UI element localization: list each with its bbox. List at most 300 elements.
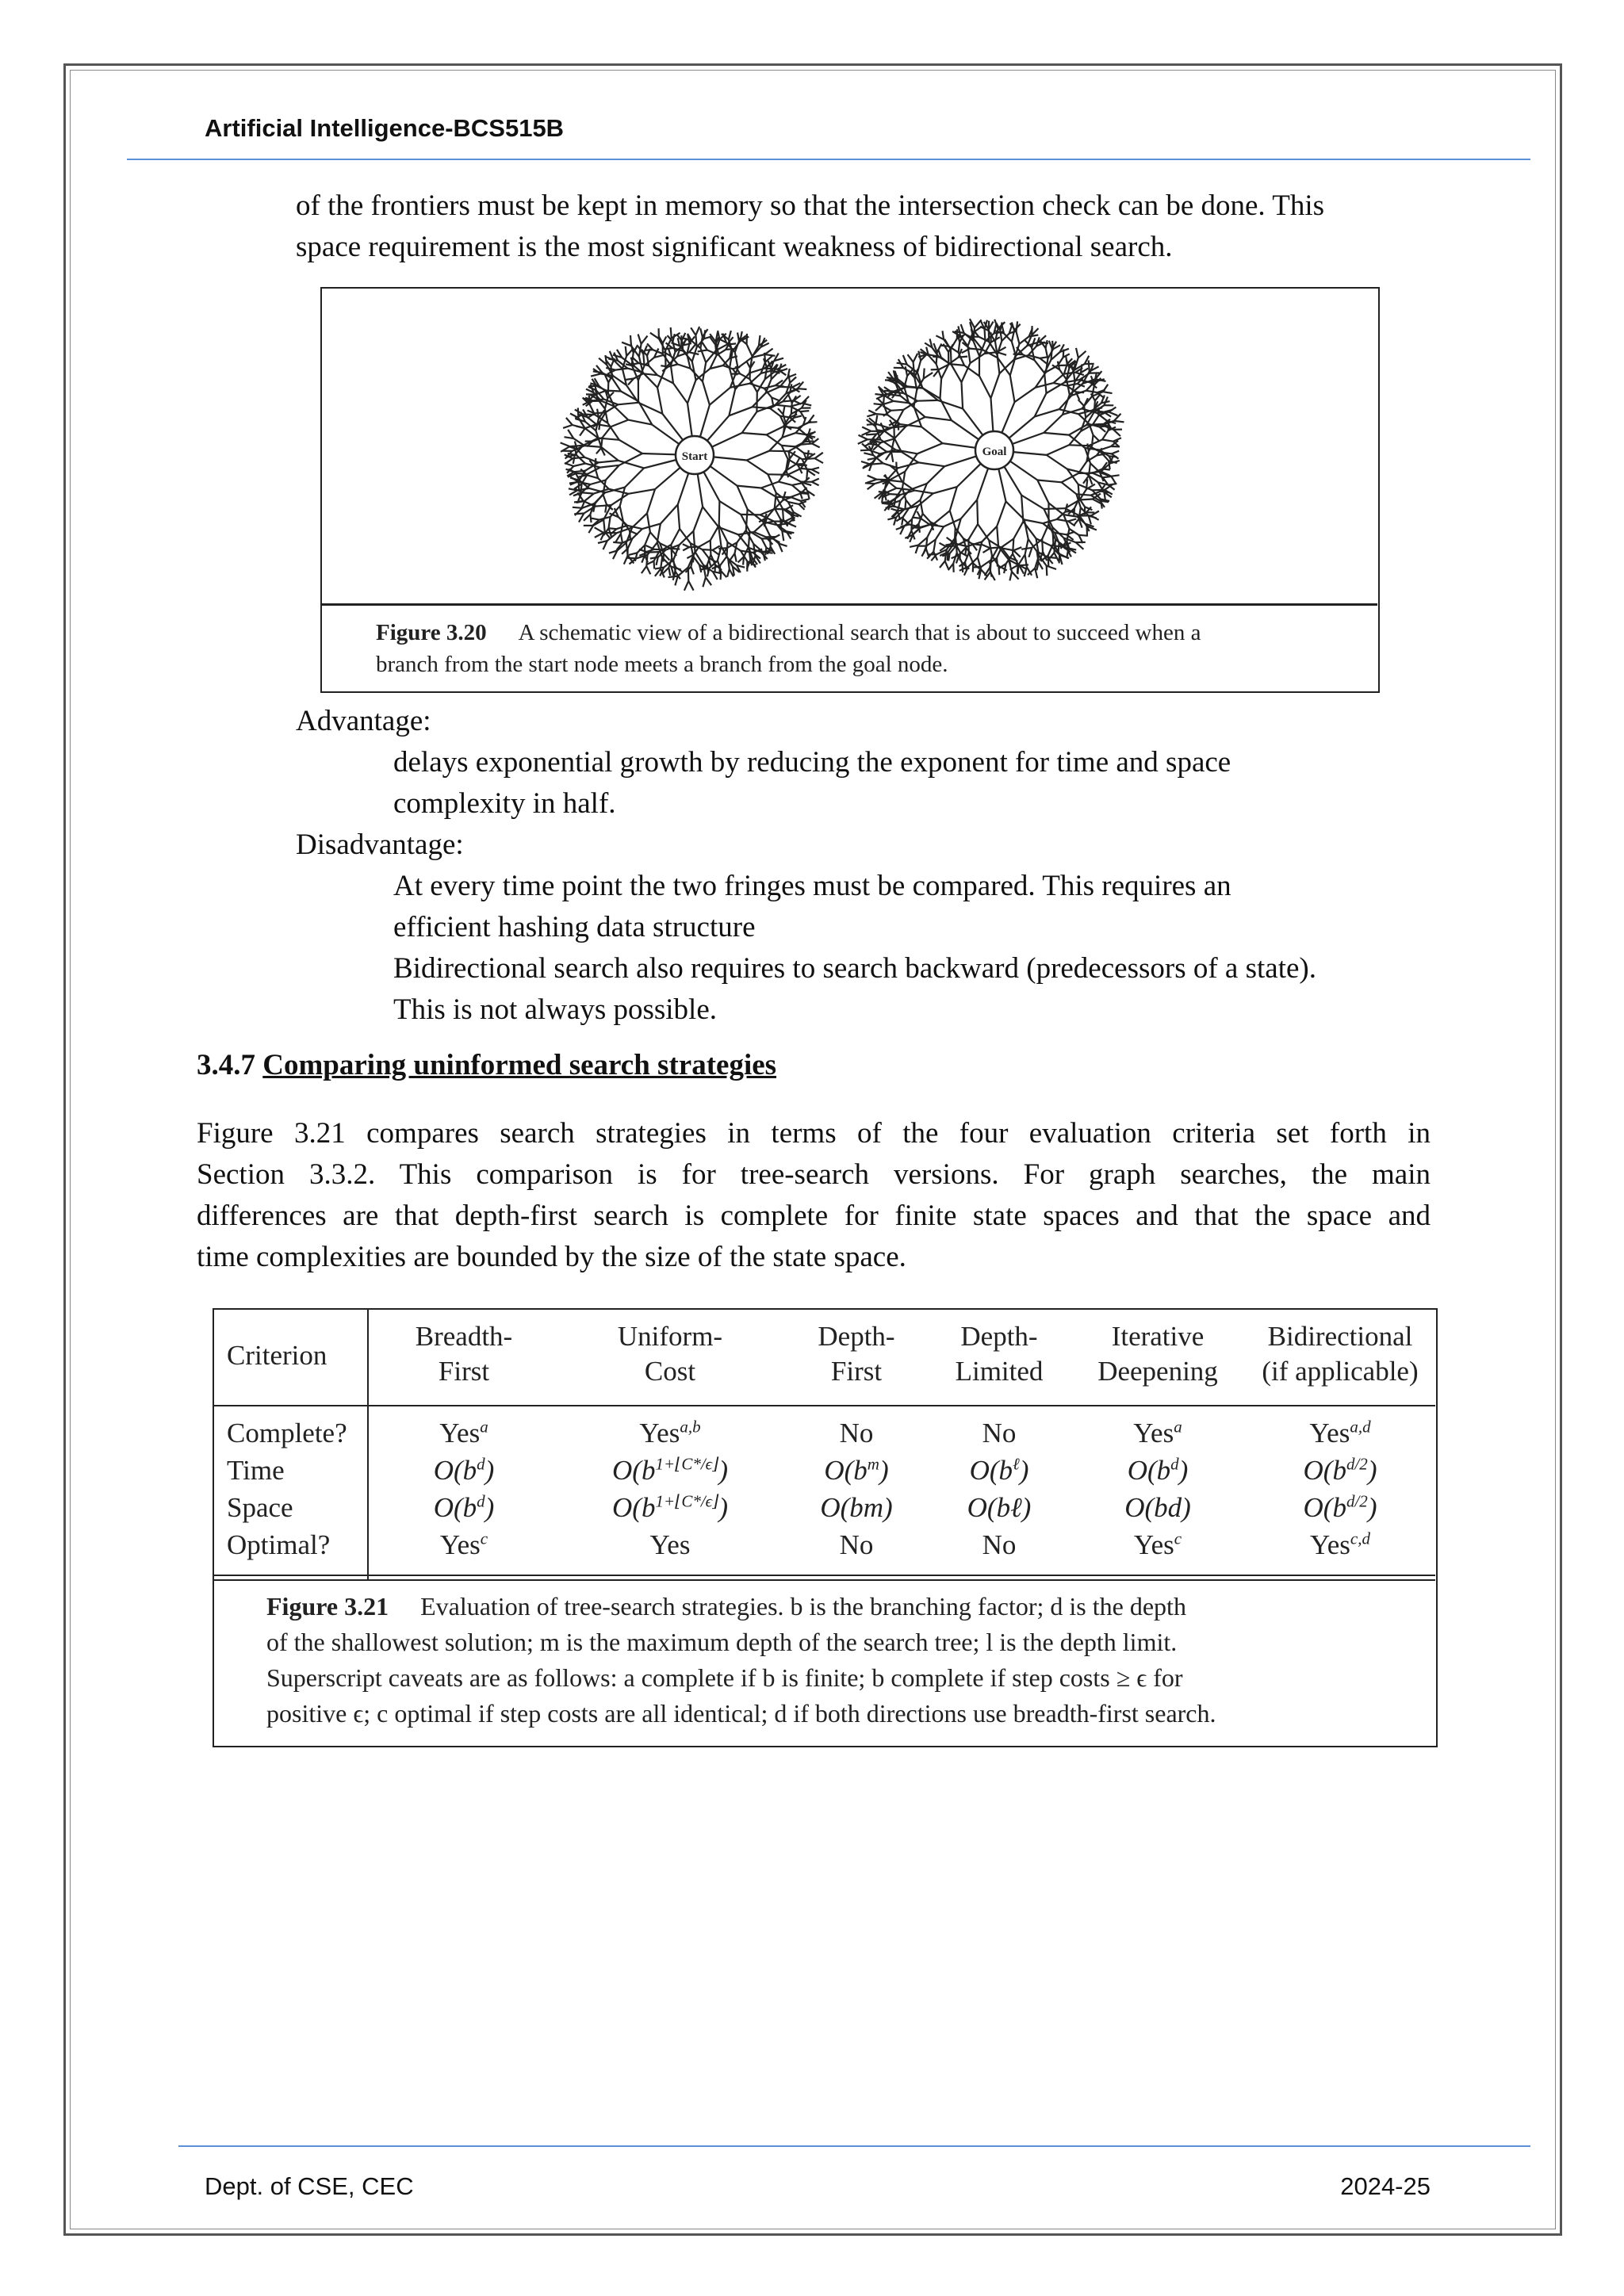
tree-branch (805, 441, 814, 442)
tree-branch (698, 474, 703, 507)
col-header-depth-limited: Depth- Limited (955, 1321, 1044, 1387)
tree-branch (875, 404, 883, 411)
tree-branch (565, 463, 574, 466)
disadvantage-line-3: Bidirectional search also requires to search backward (predecessors of a state). (393, 952, 1316, 985)
tree-branch (603, 520, 605, 532)
tree-branch (596, 495, 603, 503)
tree-branch (1080, 499, 1093, 500)
start-node-label: Start (681, 450, 708, 463)
tree-branch (897, 363, 907, 365)
col-iterative-deepening: Yes$^a$ $O(b^d)$ O(bd) Yes$^c$ (1124, 1417, 1191, 1560)
tree-branch (788, 475, 802, 482)
tree-branch (791, 493, 801, 497)
figure-3-21-caption (266, 1589, 1392, 1732)
tree-branch (703, 549, 713, 550)
tree-branch (796, 457, 800, 465)
tree-branch (1089, 360, 1090, 371)
tree-branch (1076, 348, 1078, 358)
tree-branch (1068, 519, 1076, 522)
tree-branch (902, 472, 905, 488)
tree-branch (782, 446, 788, 459)
tree-branch (990, 556, 992, 568)
figure-3-20-label: Figure 3.20 (376, 620, 487, 645)
tree-branch (621, 534, 622, 542)
tree-branch (1078, 400, 1085, 406)
tree-branch (1013, 547, 1021, 550)
tree-branch (657, 388, 662, 414)
tree-branch (914, 354, 918, 362)
tree-branch (867, 480, 877, 483)
tree-branch (584, 515, 590, 521)
tree-branch (1092, 435, 1093, 444)
tree-branch (1010, 356, 1016, 376)
tree-branch (764, 349, 772, 354)
tree-branch (869, 450, 880, 454)
tree-branch (1002, 539, 1013, 548)
tree-branch (719, 501, 741, 515)
tree-branch (678, 365, 691, 369)
tree-branch (815, 453, 823, 458)
row-label-complete: Complete? (227, 1418, 347, 1448)
tree-branch (688, 380, 696, 403)
tree-branch (934, 511, 950, 523)
tree-branch (789, 396, 792, 404)
tree-branch (906, 417, 925, 427)
tree-branch (647, 489, 655, 513)
figure-3-20-divider (322, 603, 1377, 606)
advantage-label: Advantage: (296, 705, 431, 737)
tree-branch (694, 507, 703, 531)
tree-branch (1021, 496, 1044, 510)
tree-branch (791, 403, 792, 414)
tree-branch (1047, 455, 1067, 469)
tree-branch (703, 549, 709, 557)
tree-branch (997, 501, 1005, 526)
tree-branch (569, 482, 579, 484)
figure-3-20 (320, 287, 1380, 693)
tree-branch (961, 499, 978, 519)
tree-branch (1093, 415, 1099, 424)
tree-branch (619, 440, 642, 453)
tree-branch (1013, 354, 1023, 355)
tree-branch (1044, 508, 1066, 509)
tree-branch (684, 581, 688, 591)
tree-branch (1055, 533, 1067, 534)
tree-branch (691, 557, 693, 567)
row-label-space: Space (227, 1492, 293, 1523)
tree-branch (703, 507, 718, 527)
tree-branch (579, 514, 584, 522)
tree-branch (812, 479, 819, 482)
tree-branch (580, 428, 585, 435)
tree-branch (678, 505, 680, 530)
tree-branch (622, 342, 631, 346)
col-header-uniform-cost: Uniform- Cost (617, 1321, 723, 1387)
tree-branch (727, 542, 728, 557)
tree-branch (587, 475, 598, 478)
tree-branch (979, 376, 991, 398)
tree-branch (983, 548, 990, 553)
tree-branch (609, 517, 611, 528)
tree-branch (698, 350, 707, 352)
tree-branch (951, 349, 952, 365)
tree-branch (618, 403, 638, 405)
tree-branch (1025, 520, 1043, 524)
tree-branch (595, 527, 604, 533)
tree-branch (606, 465, 619, 480)
disadvantage-line-4: This is not always possible. (393, 993, 718, 1026)
tree-branch (650, 333, 659, 339)
tree-branch (804, 453, 813, 454)
tree-branch (613, 542, 622, 543)
tree-branch (1109, 408, 1116, 412)
tree-branch (782, 446, 795, 447)
tree-branch (905, 500, 906, 511)
tree-branch (615, 407, 629, 420)
tree-branch (678, 473, 689, 505)
row-labels (227, 1414, 347, 1563)
tree-branch (713, 550, 719, 555)
tree-branch (991, 398, 994, 431)
tree-branch (735, 352, 738, 368)
figure-3-21-caption-line-3: Superscript caveats are as follows: a complete if b is finite; b complete if step costs ≥ ϵ for (266, 1663, 1183, 1692)
tree-branch (574, 471, 585, 473)
tree-branch (764, 385, 776, 388)
tree-branch (1114, 421, 1124, 423)
tree-branch (626, 385, 638, 403)
tree-branch (998, 566, 999, 575)
tree-branch (671, 545, 672, 558)
tree-branch (1010, 375, 1015, 402)
tree-branch (753, 393, 766, 408)
tree-branch (1034, 360, 1044, 373)
tree-branch (791, 497, 801, 501)
tree-branch (655, 468, 680, 489)
tree-branch (764, 354, 775, 356)
tree-branch (742, 411, 757, 433)
tree-branch (783, 407, 785, 415)
figure-3-21-label: Figure 3.21 (266, 1592, 389, 1621)
tree-branch (950, 511, 956, 528)
tree-branch (719, 501, 720, 525)
tree-branch (957, 464, 981, 487)
tree-branch (703, 577, 706, 587)
tree-branch (1019, 564, 1028, 565)
tree-branch (714, 457, 747, 460)
tree-branch (868, 484, 875, 489)
figure-3-20-caption (376, 617, 1343, 680)
tree-branch (1052, 527, 1053, 543)
tree-branch (707, 415, 730, 441)
tree-branch (1086, 391, 1097, 392)
section-number: 3.4.7 (197, 1049, 255, 1081)
tree-branch (645, 532, 650, 545)
tree-branch (812, 444, 820, 448)
tree-branch (754, 523, 764, 532)
col-header-breadth-first: Breadth- First (415, 1321, 513, 1387)
tree-branch (671, 365, 673, 384)
tree-branch (933, 357, 941, 358)
tree-branch (1078, 484, 1079, 499)
tree-branch (675, 576, 677, 586)
tree-branch (721, 571, 726, 577)
tree-branch (940, 561, 945, 568)
tree-branch (611, 420, 629, 427)
col-header-iterative-deepening: Iterative Deepening (1097, 1321, 1218, 1387)
tree-branch (883, 406, 891, 411)
tree-branch (657, 557, 658, 565)
tree-branch (1089, 440, 1102, 446)
tree-branch (729, 389, 735, 415)
tree-branch (1047, 445, 1070, 455)
tree-branch (786, 470, 788, 478)
tree-branch (788, 469, 802, 475)
tree-branch (629, 489, 656, 494)
disadvantage-line-2: efficient hashing data structure (393, 911, 756, 943)
tree-branch (689, 345, 695, 353)
section-para-line-1: Figure 3.21 compares search strategies in terms of the four evaluation criteria set forth in (197, 1117, 1431, 1150)
tree-branch (906, 500, 912, 508)
tree-branch (917, 400, 938, 401)
tree-branch (1065, 503, 1067, 511)
tree-branch (1025, 539, 1028, 554)
tree-branch (924, 369, 925, 379)
tree-branch (998, 469, 1005, 501)
tree-branch (625, 468, 644, 487)
tree-branch (891, 410, 904, 411)
tree-branch (1009, 417, 1034, 438)
figure-3-20-caption-line-1: A schematic view of a bidirectional search that is about to succeed when a (518, 620, 1201, 645)
tree-branch (596, 386, 606, 391)
tree-branch (990, 568, 991, 577)
tree-branch (710, 525, 719, 540)
tree-branch (977, 469, 988, 500)
figure-3-21-caption-line-4: positive ϵ; c optimal if step costs are all identical; d if both directions use breadth-first search. (266, 1699, 1216, 1728)
tree-branch (1094, 400, 1095, 411)
tree-branch (712, 433, 742, 447)
tree-branch (798, 381, 803, 388)
tree-branch (801, 493, 809, 494)
tree-branch (750, 368, 751, 379)
section-title: Comparing uninformed search strategies (262, 1049, 777, 1081)
tree-branch (642, 566, 646, 573)
tree-branch (607, 391, 621, 392)
tree-branch (720, 557, 726, 565)
tree-branch (1094, 435, 1100, 442)
figure-3-21-caption-line-1: Evaluation of tree-search strategies. b is the branching factor; d is the depth (420, 1592, 1186, 1621)
tree-branch (761, 482, 779, 488)
tree-branch (1009, 572, 1012, 580)
tree-branch (576, 473, 588, 474)
tree-branch (628, 420, 652, 425)
tree-branch (898, 410, 903, 421)
tree-branch (860, 450, 869, 451)
tree-branch (962, 382, 963, 408)
tree-branch (673, 383, 688, 403)
tree-branch (1103, 392, 1113, 393)
col-header-depth-first: Depth- First (818, 1321, 895, 1387)
tree-branch (573, 507, 582, 508)
tree-branch (647, 513, 650, 532)
tree-branch (997, 526, 998, 547)
tree-branch (662, 414, 683, 440)
tree-branch (703, 381, 710, 405)
tree-branch (1100, 427, 1106, 432)
tree-branch (595, 412, 606, 413)
tree-branch (883, 395, 884, 404)
intro-line-2: space requirement is the most significant weakness of bidirectional search. (296, 231, 1173, 263)
tree-branch (573, 455, 575, 464)
tree-branch (646, 566, 650, 574)
tree-branch (737, 486, 748, 510)
tree-branch (867, 424, 876, 425)
section-para-line-2: Section 3.3.2. This comparison is for tree-search versions. For graph searches, the main (197, 1158, 1431, 1191)
goal-node-label: Goal (982, 446, 1007, 458)
tree-branch (747, 344, 753, 356)
tree-branch (927, 466, 944, 484)
tree-branch (940, 379, 942, 399)
tree-branch (710, 388, 730, 405)
row-label-optimal: Optimal? (227, 1529, 331, 1560)
tree-branch (887, 488, 896, 492)
tree-branch (943, 443, 976, 448)
tree-branch (865, 483, 875, 484)
advantage-line-1: delays exponential growth by reducing the exponent for time and space (393, 746, 1231, 779)
tree-branch (706, 577, 711, 585)
tree-branch (969, 524, 979, 539)
col-bidirectional: Yes$^{a,d}$ $O(b^{d/2})$ $O(b^{d/2})$ Yes$^{c,d}$ (1303, 1417, 1377, 1560)
tree-branch (868, 411, 876, 415)
tree-branch (738, 534, 749, 548)
tree-branch (603, 495, 607, 505)
tree-branch (588, 526, 593, 533)
tree-branch (642, 453, 676, 454)
tree-branch (790, 377, 796, 383)
figure-3-21-caption-line-2: of the shallowest solution; m is the maximum depth of the search tree; l is the depth limit. (266, 1628, 1178, 1656)
tree-branch (688, 581, 693, 591)
tree-branch (922, 388, 938, 400)
tree-branch (691, 327, 695, 335)
tree-branch (959, 353, 965, 365)
tree-branch (727, 569, 730, 577)
footer-department: Dept. of CSE, CEC (205, 2172, 414, 2200)
tree-branch (1004, 467, 1021, 496)
tree-branch (1044, 415, 1063, 433)
tree-branch (737, 530, 746, 543)
figure-3-21 (213, 1308, 1438, 1747)
tree-branch (700, 328, 703, 337)
tree-branch (710, 466, 737, 486)
tree-branch (1069, 445, 1089, 446)
tree-branch (891, 480, 902, 482)
tree-branch (908, 354, 914, 362)
tree-branch (815, 458, 824, 463)
tree-branch (1097, 412, 1109, 413)
tree-branch (747, 451, 769, 461)
tree-branch (695, 552, 704, 565)
tree-branch (1028, 548, 1032, 557)
table-bottom-rule-1 (214, 1575, 1435, 1576)
tree-branch (917, 443, 943, 453)
tree-branch (767, 427, 783, 434)
header-rule (127, 159, 1530, 160)
tree-branch (892, 392, 904, 393)
tree-branch (978, 524, 989, 540)
tree-branch (1012, 323, 1014, 331)
tree-branch (778, 408, 783, 415)
tree-branch (1015, 388, 1036, 402)
tree-branch (776, 405, 791, 407)
tree-branch (729, 407, 752, 415)
tree-branch (1111, 475, 1119, 476)
tree-branch (591, 373, 600, 376)
tree-branch (1037, 480, 1048, 503)
tree-branch (703, 472, 719, 501)
tree-branch (642, 524, 661, 530)
tree-branch (1013, 522, 1023, 539)
tree-branch (991, 373, 1000, 398)
tree-branch (616, 534, 621, 541)
tree-branch (1002, 402, 1014, 433)
tree-branch (931, 369, 940, 370)
section-heading (197, 1048, 776, 1082)
tree-branch (644, 460, 676, 468)
tree-branch (632, 513, 647, 527)
tree-branch (789, 374, 791, 383)
tree-branch (1040, 358, 1047, 364)
tree-branch (573, 464, 585, 466)
tree-branch (730, 553, 735, 560)
section-para-line-4: time complexities are bounded by the size of the state space. (197, 1241, 906, 1273)
tree-branch (1017, 564, 1018, 574)
tree-branch (1063, 515, 1077, 517)
tree-branch (808, 422, 817, 423)
tree-branch (601, 438, 603, 448)
tree-branch (903, 355, 907, 365)
disadvantage-line-1: At every time point the two fringes must be compared. This requires an (393, 870, 1231, 902)
tree-branch (737, 486, 761, 488)
col-breadth-first: Yes$^a$ $O(b^d)$ $O(b^d)$ Yes$^c$ (433, 1417, 495, 1560)
tree-branch (691, 567, 694, 575)
tree-branch (1109, 412, 1117, 416)
tree-branch (699, 541, 710, 547)
tree-branch (638, 401, 652, 425)
tree-branch (591, 518, 599, 519)
tree-branch (919, 524, 920, 533)
col-depth-first: No $O(b^m)$ O(bm) No (820, 1418, 893, 1560)
tree-branch (561, 442, 570, 446)
tree-branch (977, 499, 978, 524)
tree-branch (654, 561, 655, 569)
tree-branch (801, 499, 810, 500)
tree-branch (735, 553, 737, 562)
table-bottom-rule-2 (214, 1579, 1435, 1581)
tree-branch (1017, 331, 1020, 344)
tree-branch (769, 451, 788, 452)
tree-branch (925, 417, 952, 420)
tree-branch (798, 388, 807, 389)
tree-branch (936, 526, 944, 539)
tree-branch (1047, 566, 1048, 576)
tree-branch (889, 427, 906, 428)
tree-branch (945, 549, 947, 561)
tree-branch (940, 543, 946, 547)
tree-branch (746, 361, 750, 368)
tree-branch (596, 448, 601, 453)
tree-branch (1046, 340, 1048, 348)
row-label-time: Time (227, 1455, 285, 1486)
tree-branch (671, 529, 680, 545)
